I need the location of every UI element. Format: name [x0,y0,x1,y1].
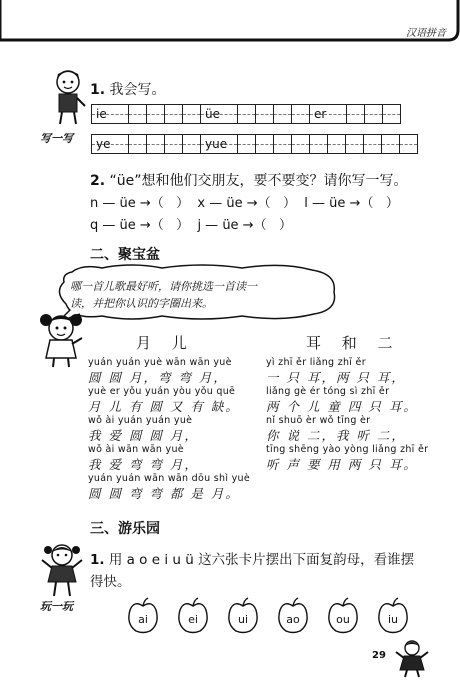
grid-sample-ye: ye [96,137,111,151]
apple-label: ao [286,613,300,626]
poem-2-pinyin-1: yì zhī ěr liǎng zhī ěr [266,357,366,368]
poem-2-pinyin-3: nǐ shuō èr wǒ tīng èr [266,415,371,426]
writing-grid-row-1 [92,104,401,124]
poem-1-body [88,357,268,502]
grid-cell[interactable] [255,104,274,124]
q1-prompt [90,79,166,99]
grid-cell[interactable] [237,134,256,154]
poem-1-pinyin-1: yuán yuán yuè wān wān yuè [88,357,232,368]
grid-cell[interactable] [237,104,256,124]
grid-cell[interactable] [309,104,347,124]
poem-2-hanzi-3[interactable]: 你 说 二，我 听 二， [266,428,406,443]
poem-1-pinyin-3: wǒ ài yuán yuán yuè [88,415,193,426]
apple-card-iu[interactable] [376,596,410,634]
grid-cell[interactable] [200,104,238,124]
grid-cell[interactable] [327,134,346,154]
apple-label: ei [188,613,198,626]
cloud-text-line-2: 读，并把你认识的字圈出来。 [70,297,213,310]
side-label-write: 写一写 [40,132,73,145]
poem-1-pinyin-5: yuán yuán wān wān dōu shì yuè [88,473,250,484]
grid-cell[interactable] [91,104,129,124]
header-bar [0,0,460,44]
q1-number: 1. [90,82,106,98]
grid-cell[interactable] [91,134,129,154]
grid-cell[interactable] [255,134,274,154]
poem-2-hanzi-4[interactable]: 听 声 要 用 两 只 耳。 [266,457,418,472]
q2-line-2[interactable]: q — üe →（ ） j — üe →（ ） [90,218,292,233]
grid-cell[interactable] [200,134,238,154]
poem-2-body [266,357,446,473]
grid-cell[interactable] [345,134,364,154]
q2-number: 2. [90,173,106,189]
section-2-title: 二、聚宝盆 [90,247,160,263]
grid-sample-ue: üe [205,107,220,121]
apple-card-ai[interactable] [126,596,160,634]
corner-figure-icon [394,638,430,678]
q2-prompt [90,170,408,190]
apple-card-ei[interactable] [176,596,210,634]
grid-cell[interactable] [382,104,401,124]
grid-cell[interactable] [273,104,292,124]
grid-cell[interactable] [128,134,147,154]
s3-q1-text-a: 用 a o e i u ü 这六张卡片摆出下面复韵母，看谁摆 [108,552,415,568]
apple-card-ao[interactable] [276,596,310,634]
grid-sample-yue: yue [205,137,228,151]
apple-card-ou[interactable] [326,596,360,634]
poem-1-hanzi-3[interactable]: 我 爱 圆 圆 月， [88,428,199,443]
grid-cell[interactable] [364,104,383,124]
poem-1-title: 月 儿 [136,334,195,352]
poem-2-hanzi-1[interactable]: 一 只 耳，两 只 耳， [266,370,406,385]
q1-text: 我会写。 [109,82,166,98]
grid-sample-er: er [314,107,327,121]
grid-cell[interactable] [128,104,147,124]
poem-1-hanzi-2[interactable]: 月 儿 有 圆 又 有 缺。 [88,399,240,414]
apple-label: iu [387,613,399,626]
poem-1-pinyin-4: wǒ ài wān wān yuè [88,444,184,455]
header-label: 汉语拼音 [406,28,446,39]
apple-label: ai [138,613,148,626]
apple-label: ui [237,613,249,626]
grid-cell[interactable] [381,134,400,154]
grid-cell[interactable] [182,104,201,124]
apple-card-ui[interactable] [226,596,260,634]
grid-cell[interactable] [291,134,310,154]
section-3-title: 三、游乐园 [90,521,160,537]
grid-cell[interactable] [399,134,418,154]
page-number: 29 [372,650,386,661]
girl-reading-illustration [36,310,86,368]
poem-1-hanzi-5[interactable]: 圆 圆 弯 弯 都 是 月。 [88,486,240,501]
poem-2-pinyin-4: tīng shēng yào yòng liǎng zhī ěr [266,444,429,455]
grid-cell[interactable] [164,134,183,154]
poem-2-hanzi-2[interactable]: 两 个 儿 童 四 只 耳。 [266,399,418,414]
grid-sample-ie: ie [96,107,107,121]
s3-q1-number: 1. [90,552,105,568]
apple-label: ou [336,613,350,626]
poem-1-hanzi-1[interactable]: 圆 圆 月，弯 弯 月， [88,370,228,385]
cloud-text-line-1: 哪一首儿歌最好听，请你挑选一首读一 [70,280,257,293]
writing-grid-row-2 [92,134,418,154]
grid-cell[interactable] [346,104,365,124]
grid-cell[interactable] [363,134,382,154]
s3-q1-line-2: 得快。 [90,574,131,590]
grid-cell[interactable] [309,134,328,154]
grid-cell[interactable] [182,134,201,154]
poem-1-hanzi-4[interactable]: 我 爱 弯 弯 月， [88,457,199,472]
side-label-play: 玩一玩 [40,600,73,613]
q2-line-1[interactable]: n — üe →（ ） x — üe →（ ） l — üe →（ ） [90,196,399,211]
apple-cards-row [126,596,410,634]
grid-cell[interactable] [273,134,292,154]
s3-q1-line-1 [90,548,414,568]
grid-cell[interactable] [164,104,183,124]
grid-cell[interactable] [146,104,165,124]
poem-2-pinyin-2: liǎng gè ér tóng sì zhī ěr [266,386,390,397]
girl-playing-illustration [40,542,84,598]
poem-1-pinyin-2: yuè er yǒu yuán yòu yǒu quē [88,386,236,397]
grid-cell[interactable] [146,134,165,154]
boy-writing-illustration [48,68,88,128]
poem-2-title: 耳 和 二 [306,334,401,352]
q2-text: “üe”想和他们交朋友，要不要变？请你写一写。 [109,173,408,189]
grid-cell[interactable] [291,104,310,124]
